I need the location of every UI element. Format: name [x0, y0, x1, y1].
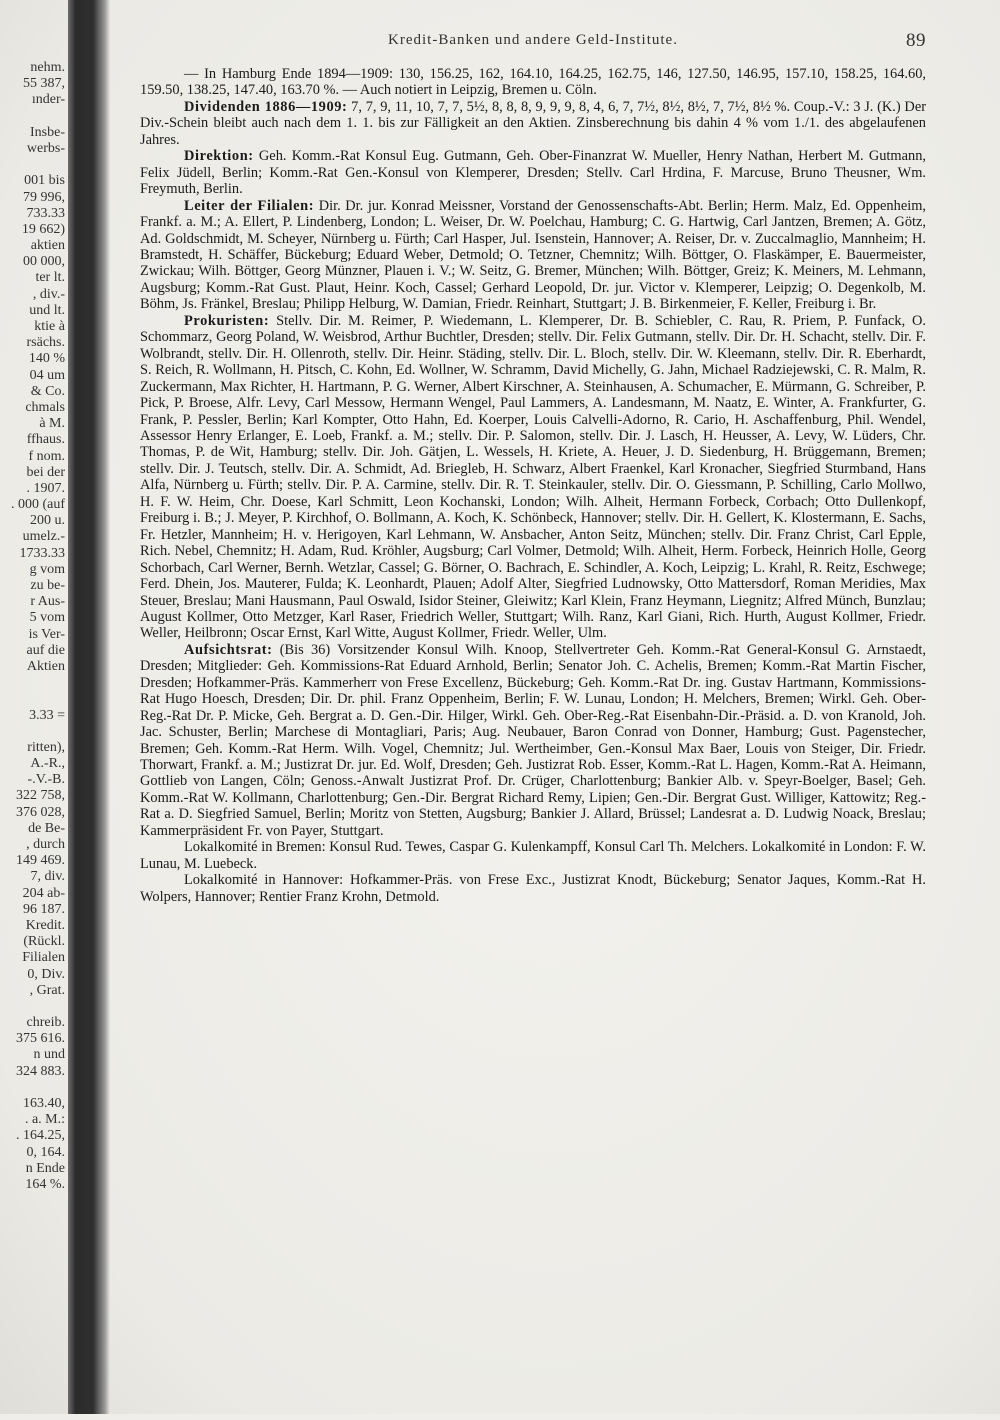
previous-page-line: und lt.: [29, 302, 65, 318]
previous-page-line: 149 469.: [16, 853, 65, 869]
previous-page-line: -.V.-B.: [27, 772, 65, 788]
previous-page-line: zu be-: [30, 578, 65, 593]
paragraph-direktion: Direktion: Geh. Komm.-Rat Konsul Eug. Gutmann, Geh. Ober-Finanzrat W. Mueller, Henry Nathan, Herbert M. Gutmann, Felix Jüdell, Berlin; Komm.-Rat Gen.-Konsul von Klemperer, Dresden; Stellv. Carl Hrdina, F. Marcuse, Bruno Theusner, Wm. Freymuth, Berlin.: [140, 148, 926, 198]
previous-page-line: (Rückl.: [23, 934, 65, 950]
heading-direktion: Direktion:: [184, 148, 254, 165]
paragraph-hamburg-quotes: — In Hamburg Ende 1894—1909: 130, 156.25, 162, 164.10, 164.25, 162.75, 146, 127.50, 146.95, 157.10, 158.25, 164.60, 159.50, 138.25, 147.40, 163.70 %. — Auch notiert in Leipzig, Bremen u. Cöln.: [140, 66, 926, 99]
previous-page-line: nehm.: [30, 60, 65, 75]
previous-page-line: 04 um: [29, 367, 65, 383]
page-number: 89: [906, 30, 926, 51]
previous-page-line: f nom.: [28, 448, 65, 464]
previous-page-line: 375 616.: [16, 1031, 65, 1047]
previous-page-line: chmals: [25, 399, 65, 415]
previous-page-line: , div.-: [32, 286, 65, 302]
previous-page-line: Insbe-: [30, 124, 65, 140]
previous-page-line: 322 758,: [16, 788, 65, 804]
previous-page-strip: [0, 60, 68, 1420]
previous-page-line: de Be-: [28, 820, 65, 836]
previous-page-line: [0, 157, 68, 173]
previous-page-line: 324 883.: [16, 1063, 65, 1079]
previous-page-line: werbs-: [26, 140, 65, 156]
previous-page-line: 204 ab-: [22, 885, 65, 901]
paragraph-leiter-filialen: Leiter der Filialen: Dir. Dr. jur. Konrad Meissner, Vorstand der Genossenschafts-Abt. Berlin; Herm. Malz, Ed. Oppenheim, Frankf. a. M.; A. Ellert, P. Lindenberg, London; L. Weiser, Dr. W. Poelchau, Hamburg; C. G. Hartwig, Carl Jantzen, Bremen; A. Götz, Ad. Goldschmidt, M. Scheyer, Nürnberg u. Fürth; Carl Hasper, Jul. Isenstein, Hannover; A. Reiser, Dr. v. Zuccalmaglio, Mannheim; H. Bramstedt, H. Schäffer, Bückeburg; Eduard Weber, Detmold; O. Tetzner, Chemnitz; Wilh. Böttger, O. Flaskämper, E. Bauermeister, Zwickau; Wilh. Böttger, Georg Münzner, Plauen i. V.; W. Seitz, G. Bremer, München; Wilh. Böttger, Greiz; K. Meiners, M. Lehmann, Augsburg; Komm.-Rat Gust. Plaut, Heinr. Koch, Cassel; Gerhard Leopold, Dr. jur. Victor v. Klemperer, Leipzig; O. Degenkolb, M. Böhm, Js. Fränkel, Breslau; Philipp Helburg, W. Damian, Friedr. Reinhart, Stuttgart; J. B. Birkenmeier, F. Keller, Freiburg i. Br.: [140, 197, 926, 313]
previous-page-line: chreib.: [26, 1015, 65, 1031]
previous-page-line: ffhaus.: [26, 432, 65, 448]
previous-page-line: , durch: [26, 837, 65, 852]
previous-page-line: 55 387,: [23, 76, 65, 92]
previous-page-line: , Grat.: [29, 982, 65, 998]
previous-page-line: Kredit.: [25, 917, 65, 933]
body-text: [140, 66, 926, 905]
previous-page-line: 140 %: [28, 351, 65, 367]
previous-page-line: 164 %.: [25, 1176, 65, 1192]
previous-page-line: bei der: [26, 464, 65, 480]
previous-page-line: 0, Div.: [27, 966, 65, 982]
previous-page-line: 200 u.: [30, 513, 65, 529]
previous-page-line: Filialen: [22, 950, 65, 966]
heading-prokuristen: Prokuristen:: [184, 312, 270, 329]
previous-page-line: . a. M.:: [24, 1112, 65, 1128]
page-content: [140, 30, 926, 1414]
previous-page-line: 19 662): [21, 221, 65, 237]
previous-page-line: [0, 675, 68, 691]
previous-page-line: [0, 691, 68, 707]
previous-page-line: 5 vom: [29, 610, 65, 626]
previous-page-line: . 000 (auf: [10, 497, 65, 513]
previous-page-line: Aktien: [26, 658, 65, 674]
previous-page-line: 1733.33: [19, 545, 65, 561]
previous-page-line: [0, 724, 68, 740]
previous-page-line: r Aus-: [30, 594, 65, 610]
previous-page-line: g vom: [29, 561, 65, 577]
paragraph-lokalkomite-bremen-london: Lokalkomité in Bremen: Konsul Rud. Tewes, Caspar G. Kulenkampff, Konsul Carl Th. Melchers. Lokalkomité in London: F. W. Lunau, M. Luebeck.: [140, 839, 926, 872]
previous-page-line: 7, div.: [30, 869, 65, 885]
paragraph-dividends: Dividenden 1886—1909: 7, 7, 9, 11, 10, 7, 7, 5½, 8, 8, 8, 9, 9, 9, 8, 4, 6, 7, 7½, 8½, 8½, 7, 7½, 8½ %. Coup.-V.: 3 J. (K.) Der Div.-Schein bleibt auch nach dem 1. 1. bis zur Fälligkeit an den Aktien. Zinsberechnung bis dahin 4 % vom 1./1. des abgelaufenen Jahres.: [140, 98, 926, 148]
previous-page-line: [0, 109, 68, 125]
previous-page-line: ktie à: [34, 319, 65, 334]
previous-page-line: A.-R.,: [30, 756, 65, 772]
binding-gutter: [68, 0, 110, 1414]
previous-page-line: [0, 1080, 68, 1096]
previous-page-line: 00 000,: [23, 254, 65, 270]
previous-page-line: 3.33 =: [29, 707, 65, 723]
previous-page-line: ınder-: [31, 92, 65, 108]
previous-page-line: . 1907.: [26, 480, 65, 496]
previous-page-line: 163.40,: [23, 1096, 65, 1111]
running-header: [140, 30, 926, 60]
previous-page-line: 376 028,: [16, 804, 65, 820]
previous-page-line: 001 bis: [24, 173, 65, 189]
heading-dividends: Dividenden 1886—1909:: [184, 98, 348, 115]
previous-page-line: auf die: [26, 642, 65, 658]
previous-page-line: [0, 999, 68, 1015]
previous-page-line: 733.33: [26, 205, 65, 221]
previous-page-line: is Ver-: [28, 626, 65, 642]
paragraph-lokalkomite-hannover: Lokalkomité in Hannover: Hofkammer-Präs. von Frese Exc., Justizrat Knodt, Bückeburg; Senator Jaques, Komm.-Rat H. Wolpers, Hannover; Rentier Franz Krohn, Detmold.: [140, 872, 926, 905]
paragraph-prokuristen: Prokuristen: Stellv. Dir. M. Reimer, P. Wiedemann, L. Klemperer, Dr. B. Schiebler, C. Rau, R. Priem, P. Funfack, O. Schommarz, Georg Poland, W. Weisbrod, Arthur Buchtler, Dresden; stellv. Dir. Felix Gutmann, stellv. Dir. Dr. H. Schacht, stellv. Dir. F. Wolbrandt, stellv. Dir. H. Ollenroth, stellv. Dir. Heinr. Städing, stellv. Dir. L. Bloch, stellv. Dir. W. Kleemann, stellv. Dir. R. Eberhardt, S. Reich, R. Wollmann, H. Pitsch, C. Kohn, Ed. Wollner, W. Schramm, David Michelly, G. Jahn, Michael Radziejewski, C. R. Malm, R. Zuckermann, Max Richter, H. Hartmann, P. G. Werner, Albert Kirschner, A. Steinhausen, A. Schumacher, E. Mürmann, G. Schreiber, P. Pick, P. Broese, Alfr. Levy, Carl Messow, Hermann Wengel, Paul Lammers, A. Landesmann, M. Naatz, E. Winter, A. Frankfurter, G. Frank, P. Pessler, Berlin; Karl Kompter, Otto Hahn, Ed. Koerper, Louis Calvelli-Adorno, R. Cario, H. Aschaffenburg, Phil. Wendel, Assessor Henry Erlanger, E. Loeb, Frankf. a. M.; stellv. Dir. P. Salomon, stellv. Dir. J. Lasch, H. Heusser, A. Levy, W. Lüders, Chr. Thomas, P. de Wit, Hamburg; stellv. Dir. Joh. Gätjen, L. Wessels, H. Kriete, A. Heuer, J. D. Siedenburg, H. Brüggemann, Bremen; stellv. Dir. J. Teutsch, stellv. Dir. A. Schmidt, Ad. Briegleb, H. Schwarz, Albert Fraenkel, Karl Kronacher, Siegfried Sturmband, Hans Alfa, Nürnberg u. Fürth; stellv. Dir. P. A. Carmine, stellv. Dir. R. T. Steinkauler, stellv. Dir. O. Giessmann, P. Schilling, Carlo Mollwo, H. F. W. Heim, Chr. Doese, Karl Schmitt, Leon Kochanski, London; Wilh. Alheit, Hermann Forbeck, Corbach; Otto Dullenkopf, Freiburg i. B.; J. Meyer, P. Kirchhof, O. Bollmann, A. Koch, K. Schönbeck, Hannover; stellv. Dir. H. Gellert, K. Klostermann, E. Sachs, Fr. Hetzler, Mannheim; H. v. Herigoyen, Karl Lehmann, W. Ansbacher, Anton Seitz, München; stellv. Dir. Franz Christ, Carl Epple, Rich. Nebel, Chemnitz; H. Adam, Rud. Kröhler, Augsburg; Carl Volmer, Detmold; Wilh. Alheit, Herm. Forbeck, Heinrich Holle, Georg Schorbach, Carl Werner, Bernh. Wetzlar, Cassel; G. Börner, O. Bachrach, E. Schindler, A. Koch, Leipzig; L. Krahl, R. Reitz, Eschwege; Ferd. Dhein, Jos. Mauterer, Fulda; K. Leonhardt, Plauen; Adolf Alter, Siegfried Ludnowsky, Otto Mattersdorf, Roman Meridies, Max Steuer, Breslau; Mani Hausmann, Paul Oswald, Isidor Steiner, Gleiwitz; Karl Klein, Franz Heymann, Liegnitz; Alfred Münch, Bunzlau; August Kollmer, Otto Metzger, Karl Raser, Friedrich Weller, Stuttgart; Wilh. Ranz, Karl Giani, Rich. Hurth, August Kollmer, Friedr. Weller, Heilbronn; Oscar Ernst, Karl Witte, August Kollmer, Friedr. Weller, Ulm.: [140, 312, 926, 642]
previous-page-line: 79 996,: [23, 189, 65, 205]
previous-page-line: aktien: [30, 238, 65, 254]
heading-aufsichtsrat: Aufsichtsrat:: [184, 641, 273, 658]
previous-page-line: 0, 164.: [26, 1144, 65, 1160]
previous-page-line: n und: [33, 1047, 65, 1063]
previous-page-line: n Ende: [25, 1160, 65, 1176]
previous-page-line: . 164.25,: [16, 1128, 65, 1144]
previous-page-line: ritten),: [27, 739, 65, 755]
header-title: Kredit-Banken und andere Geld-Institute.: [388, 32, 678, 48]
heading-leiter-filialen: Leiter der Filialen:: [184, 197, 315, 214]
previous-page-line: 96 187.: [23, 901, 65, 917]
previous-page-line: & Co.: [30, 383, 65, 399]
previous-page-line: ter lt.: [35, 270, 65, 286]
previous-page-line: umelz.-: [22, 529, 65, 545]
previous-page-line: à M.: [39, 416, 65, 432]
paragraph-aufsichtsrat: Aufsichtsrat: (Bis 36) Vorsitzender Konsul Wilh. Knoop, Stellvertreter Geh. Komm.-Rat General-Konsul G. Arnstaedt, Dresden; Mitglieder: Geh. Kommissions-Rat Eduard Arnhold, Berlin; Senator Joh. C. Achelis, Bremen; Komm.-Rat Martin Fischer, Dresden; Hofkammer-Präs. Kammerherr von Frese Excellenz, Bückeburg; Geh. Komm.-Rat Dr. ing. Gustav Hartmann, Kommissions-Rat Hugo Hoesch, Dresden; Dir. Dr. phil. Franz Oppenheim, Berlin; F. W. Lunau, London; H. Melchers, Bremen; Wirkl. Geh. Ober-Reg.-Rat Dr. P. Micke, Geh. Bergrat a. D. Gen.-Dir. Hilger, Wirkl. Geh. Ober-Reg.-Rat Eisenbahn-Dir.-Präsid. a. D. von Kranold, Joh. Jac. Schuster, Berlin; Marchese di Montagliari, Paris; Aug. Neubauer, Baron Conrad von Donner, Hamburg; Gust. Pagenstecher, Bremen; Geh. Komm.-Rat Herm. Wilh. Vogel, Chemnitz; Jul. Wertheimber, Gen.-Konsul Max Baer, Louis von Steiger, Dir. Friedr. Thorwart, Frankf. a. M.; Justizrat Dr. jur. Ed. Wolf, Dresden; Geh. Justizrat Rob. Esser, Komm.-Rat L. Hagen, Komm.-Rat A. Heimann, Gottlieb von Langen, Cöln; Genoss.-Anwalt Justizrat Prof. Dr. Crüger, Charlottenburg; Bankier Alb. v. Speyr-Boelger, Basel; Geh. Komm.-Rat W. Kollmann, Charlottenburg; Gen.-Dir. Bergrat Richard Remy, Lipien; Gen.-Dir. Bergrat Gust. Williger, Kattowitz; Reg.-Rat a. D. Siegfried Samuel, Berlin; Moritz von Stetten, Augsburg; Bankier J. Allard, Brüssel; Landesrat a. D. Ludwig Noack, Breslau; Kammerpräsident Fr. von Payer, Stuttgart.: [140, 641, 926, 839]
previous-page-line: rsächs.: [26, 335, 65, 351]
